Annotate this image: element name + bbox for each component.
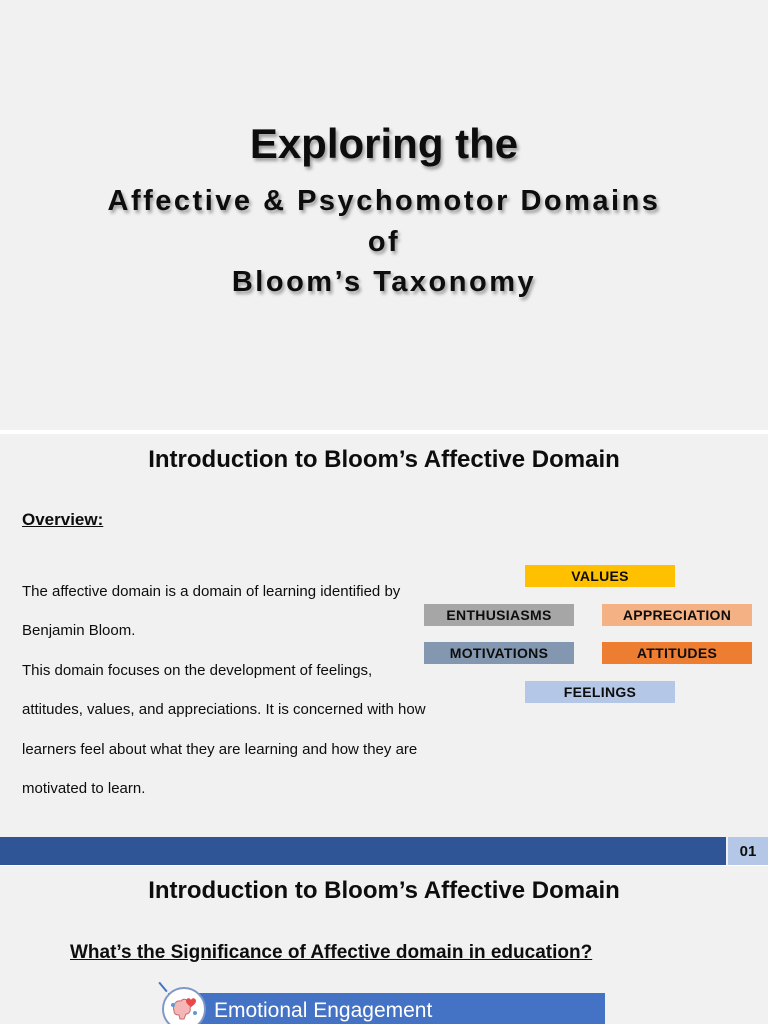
overview-heading: Overview:: [22, 510, 104, 529]
tag-motivations: MOTIVATIONS: [424, 642, 574, 664]
brain-heart-icon: [162, 987, 206, 1024]
significance-slide: [0, 866, 768, 1024]
slide-main-title: Exploring the: [249, 120, 519, 167]
emotional-engagement-bar: Emotional Engagement: [168, 993, 605, 1024]
significance-question: What’s the Significance of Affective domain in education?: [70, 942, 593, 963]
tag-feelings: FEELINGS: [525, 681, 675, 703]
tag-enthusiasms: ENTHUSIASMS: [424, 604, 574, 626]
slide-subtitle-line1: Affective & Psychomotor Domains: [107, 185, 661, 217]
footer-bar: [0, 837, 726, 865]
slide-title: Introduction to Bloom’s Affective Domain: [148, 446, 620, 473]
slide-subtitle-line2: of: [367, 226, 401, 258]
overview-paragraph-2: This domain focuses on the development of feelings, attitudes, values, and appreciations. It is concerned with how learners feel about what they are learning and how they are motivated to learn.: [22, 661, 426, 798]
overview-body: [22, 572, 432, 808]
tag-appreciation: APPRECIATION: [602, 604, 752, 626]
intro-slide: [0, 434, 768, 865]
title-slide: [0, 0, 768, 430]
overview-paragraph-1: The affective domain is a domain of learning identified by Benjamin Bloom.: [22, 583, 401, 640]
slide-title: Introduction to Bloom’s Affective Domain: [148, 877, 620, 904]
tag-values: VALUES: [525, 565, 675, 587]
tag-attitudes: ATTITUDES: [602, 642, 752, 664]
page-number: 01: [728, 837, 768, 865]
slide-subtitle-line3: Bloom’s Taxonomy: [231, 266, 537, 298]
